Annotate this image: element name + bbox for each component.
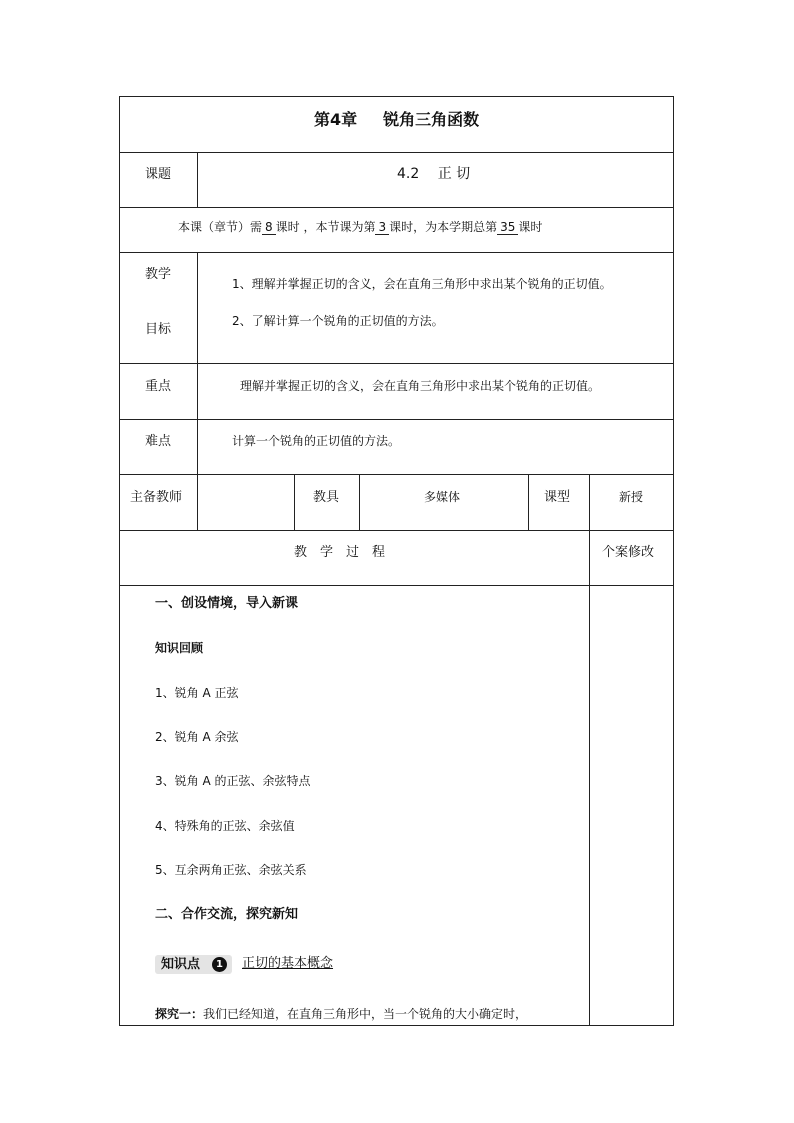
- knowledge-point-badge: [155, 955, 232, 974]
- row-divider: [120, 474, 673, 475]
- review-item: 5、互余两角正弦、余弦关系: [155, 863, 307, 877]
- hours-text: 课时，为本学期总第: [389, 220, 498, 234]
- section-heading: 一、创设情境，导入新课: [155, 596, 299, 611]
- process-heading: 教 学 过 程: [294, 545, 386, 560]
- review-item: 1、锐角 A 正弦: [155, 686, 239, 700]
- difficulty-value: 计算一个锐角的正切值的方法。: [232, 434, 401, 448]
- objectives-label-bottom: 目标: [145, 322, 172, 337]
- column-divider: [528, 474, 529, 530]
- chapter-name: 锐角三角函数: [383, 110, 480, 129]
- column-divider: [359, 474, 360, 530]
- hours-text: 本课（章节）需: [178, 220, 263, 234]
- row-divider: [120, 207, 673, 208]
- lesson-index-value: 3: [375, 220, 389, 235]
- row-divider: [120, 585, 673, 586]
- explore-paragraph: [155, 1006, 527, 1022]
- badge-number-icon: 1: [212, 957, 227, 972]
- topic-value: 4.2 正 切: [397, 166, 471, 182]
- row-divider: [120, 419, 673, 420]
- tools-label: 教具: [313, 490, 340, 505]
- review-title: 知识回顾: [155, 641, 204, 655]
- chapter-hours-value: 8: [262, 220, 276, 235]
- review-item: 4、特殊角的正弦、余弦值: [155, 819, 295, 833]
- row-divider: [120, 252, 673, 253]
- row-divider: [120, 152, 673, 153]
- tools-value: 多媒体: [424, 490, 461, 504]
- hours-statement: [178, 219, 542, 235]
- hours-text: 课时 ，本节课为第: [275, 220, 376, 234]
- objective-item: 1、理解并掌握正切的含义，会在直角三角形中求出某个锐角的正切值。: [232, 277, 612, 291]
- column-divider: [197, 252, 198, 530]
- row-divider: [120, 530, 673, 531]
- key-point-label: 重点: [145, 379, 172, 394]
- key-point-value: 理解并掌握正切的含义，会在直角三角形中求出某个锐角的正切值。: [240, 379, 601, 393]
- column-divider: [294, 474, 295, 530]
- teacher-label: 主备教师: [130, 490, 183, 505]
- type-value: 新授: [619, 490, 644, 504]
- hours-text: 课时: [518, 220, 543, 234]
- column-divider: [197, 152, 198, 207]
- review-item: 3、锐角 A 的正弦、余弦特点: [155, 774, 311, 788]
- topic-label: 课题: [145, 167, 172, 182]
- knowledge-point-topic: 正切的基本概念: [242, 956, 334, 971]
- type-label: 课型: [544, 490, 571, 505]
- explore-label: 探究一：: [155, 1007, 204, 1021]
- explore-text: 我们已经知道，在直角三角形中，当一个锐角的大小确定时，: [203, 1007, 528, 1021]
- objective-item: 2、了解计算一个锐角的正切值的方法。: [232, 314, 444, 328]
- revise-label: 个案修改: [602, 545, 655, 560]
- chapter-number: 第4章: [314, 110, 358, 129]
- chapter-title: [314, 110, 479, 130]
- row-divider: [120, 363, 673, 364]
- lesson-plan-table: [119, 96, 674, 1026]
- column-divider: [589, 474, 590, 1026]
- objectives-label-top: 教学: [145, 267, 172, 282]
- badge-label: 知识点: [161, 957, 201, 972]
- review-item: 2、锐角 A 余弦: [155, 730, 239, 744]
- term-total-value: 35: [497, 220, 518, 235]
- difficulty-label: 难点: [145, 434, 172, 449]
- section-heading: 二、合作交流，探究新知: [155, 907, 299, 922]
